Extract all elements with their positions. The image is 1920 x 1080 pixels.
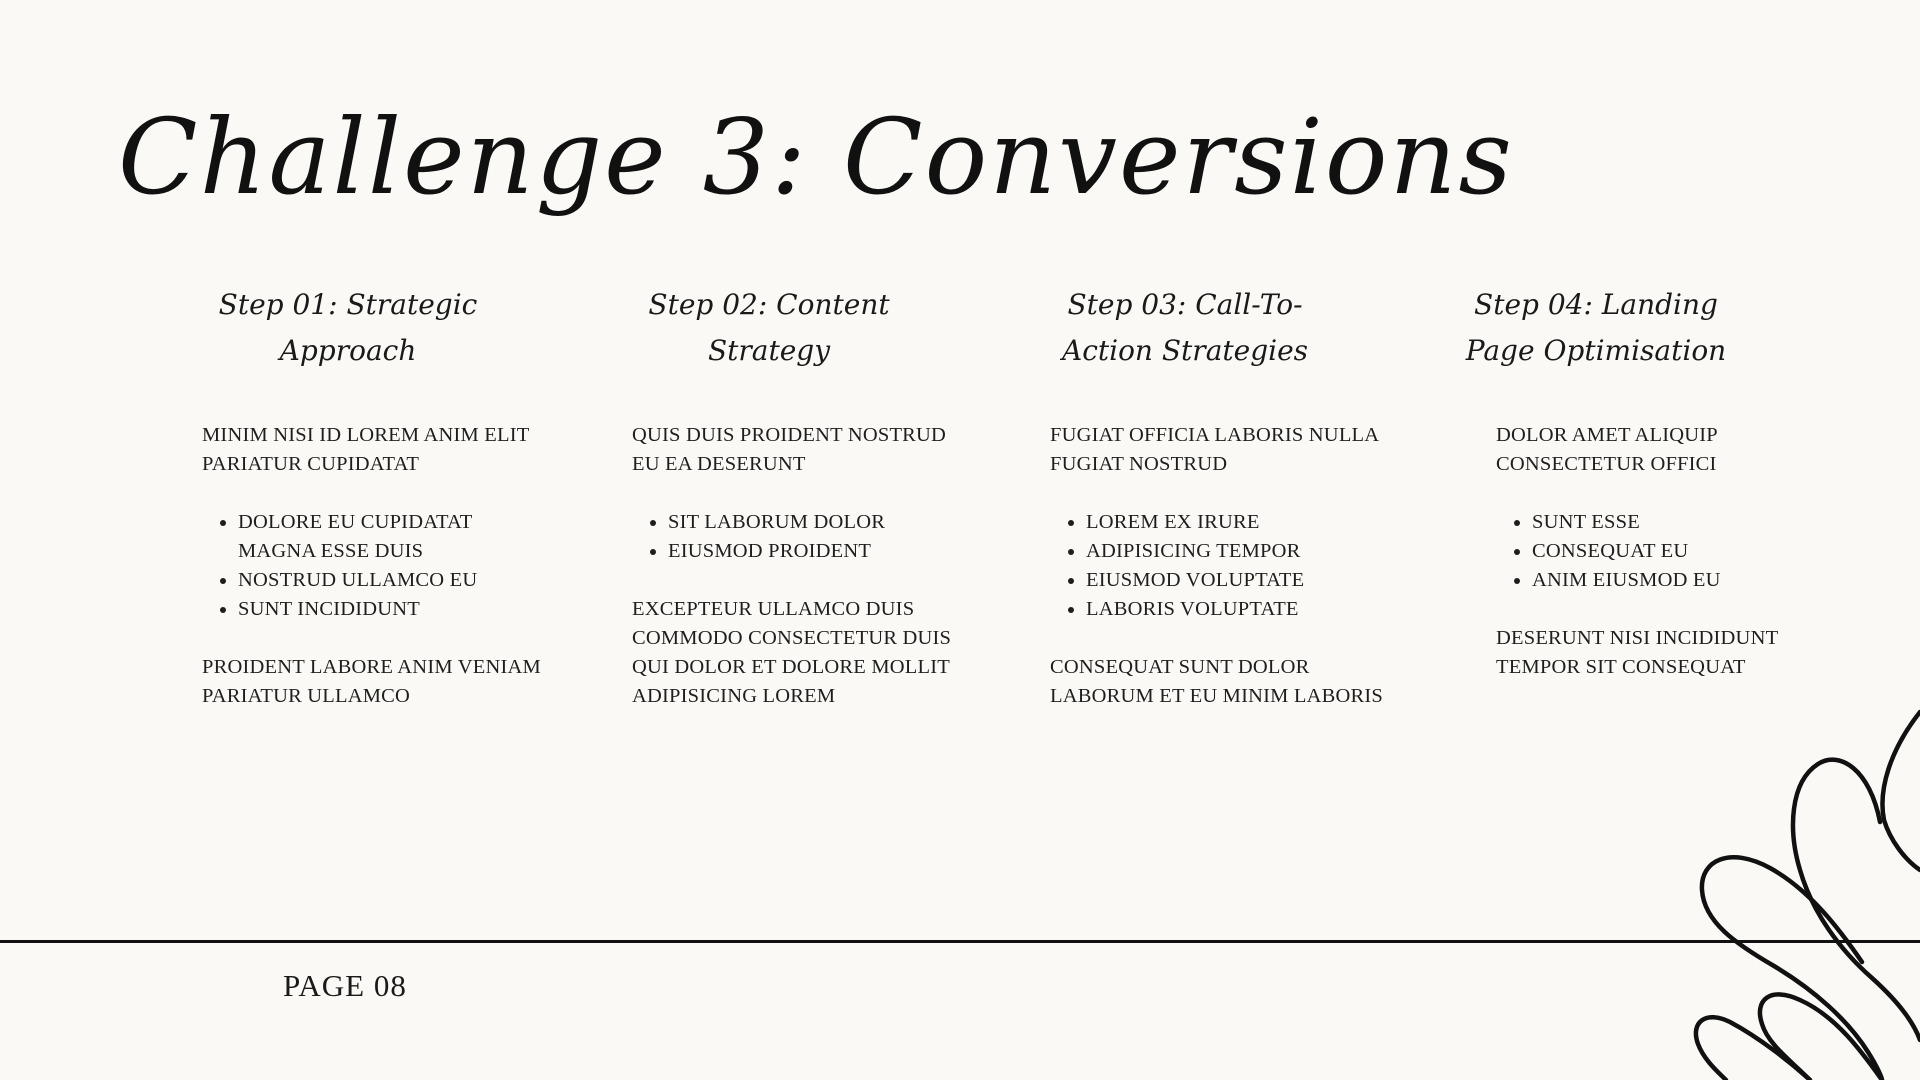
- step-outro: PROIDENT LABORE ANIM VENIAM PARIATUR ULLAMCO: [202, 656, 541, 707]
- step-intro: QUIS DUIS PROIDENT NOSTRUD EU EA DESERUNT: [632, 424, 947, 475]
- step-body: [1496, 421, 1836, 682]
- step-heading-line-1: Step 03: Call-To-: [1067, 288, 1303, 321]
- list-item: • DOLORE EU CUPIDATAT MAGNA ESSE DUIS: [238, 508, 542, 566]
- page-number: PAGE 08: [283, 968, 407, 1003]
- step-column-3: [1005, 282, 1384, 707]
- step-intro: FUGIAT OFFICIA LABORIS NULLA FUGIAT NOSTRUD: [1050, 424, 1379, 475]
- list-item: • LABORIS VOLUPTATE: [1086, 595, 1390, 624]
- footer-divider: [0, 940, 1920, 943]
- step-body: [1050, 421, 1390, 711]
- step-column-4: [1416, 282, 1778, 678]
- step-bullet-list: [1050, 508, 1390, 624]
- step-heading-line-2: Approach: [279, 334, 417, 367]
- step-body: [632, 421, 972, 711]
- step-heading-line-1: Step 02: Content: [648, 288, 890, 321]
- step-column-1: [168, 282, 541, 707]
- step-intro: MINIM NISI ID LOREM ANIM ELIT PARIATUR CUPIDATAT: [202, 424, 530, 475]
- list-item: • ANIM EIUSMOD EU: [1532, 566, 1836, 595]
- step-heading-line-2: Strategy: [707, 334, 831, 367]
- list-item: • ADIPISICING TEMPOR: [1086, 537, 1390, 566]
- list-item: • SIT LABORUM DOLOR: [668, 508, 972, 537]
- step-heading: [589, 282, 949, 378]
- squiggle-line-art-icon: [1650, 700, 1920, 1080]
- step-bullet-list: [632, 508, 972, 566]
- step-intro: DOLOR AMET ALIQUIP CONSECTETUR OFFICI: [1496, 424, 1718, 475]
- step-outro: CONSEQUAT SUNT DOLOR LABORUM ET EU MINIM LABORIS: [1050, 656, 1384, 707]
- list-item: • SUNT INCIDIDUNT: [238, 595, 542, 624]
- step-outro: DESERUNT NISI INCIDIDUNT TEMPOR SIT CONSEQUAT: [1496, 627, 1778, 678]
- list-item: • EIUSMOD PROIDENT: [668, 537, 972, 566]
- step-heading-line-2: Action Strategies: [1061, 334, 1309, 367]
- step-column-2: [589, 282, 952, 707]
- step-heading-line-1: Step 04: Landing: [1474, 288, 1718, 321]
- slide-title: Challenge 3: Conversions: [118, 96, 1514, 218]
- step-bullet-list: [202, 508, 542, 624]
- list-item: • CONSEQUAT EU: [1532, 537, 1836, 566]
- step-heading-line-2: Page Optimisation: [1465, 334, 1727, 367]
- list-item: • EIUSMOD VOLUPTATE: [1086, 566, 1390, 595]
- list-item: • NOSTRUD ULLAMCO EU: [238, 566, 542, 595]
- step-body: [202, 421, 542, 711]
- list-item: • SUNT ESSE: [1532, 508, 1836, 537]
- step-outro: EXCEPTEUR ULLAMCO DUIS COMMODO CONSECTETUR DUIS QUI DOLOR ET DOLORE MOLLIT ADIPISICING LOREM: [632, 598, 952, 707]
- step-heading-line-1: Step 01: Strategic: [218, 288, 478, 321]
- step-heading: [1416, 282, 1776, 378]
- list-item: • LOREM EX IRURE: [1086, 508, 1390, 537]
- step-bullet-list: [1496, 508, 1836, 595]
- step-heading: [168, 282, 528, 378]
- step-heading: [1005, 282, 1365, 378]
